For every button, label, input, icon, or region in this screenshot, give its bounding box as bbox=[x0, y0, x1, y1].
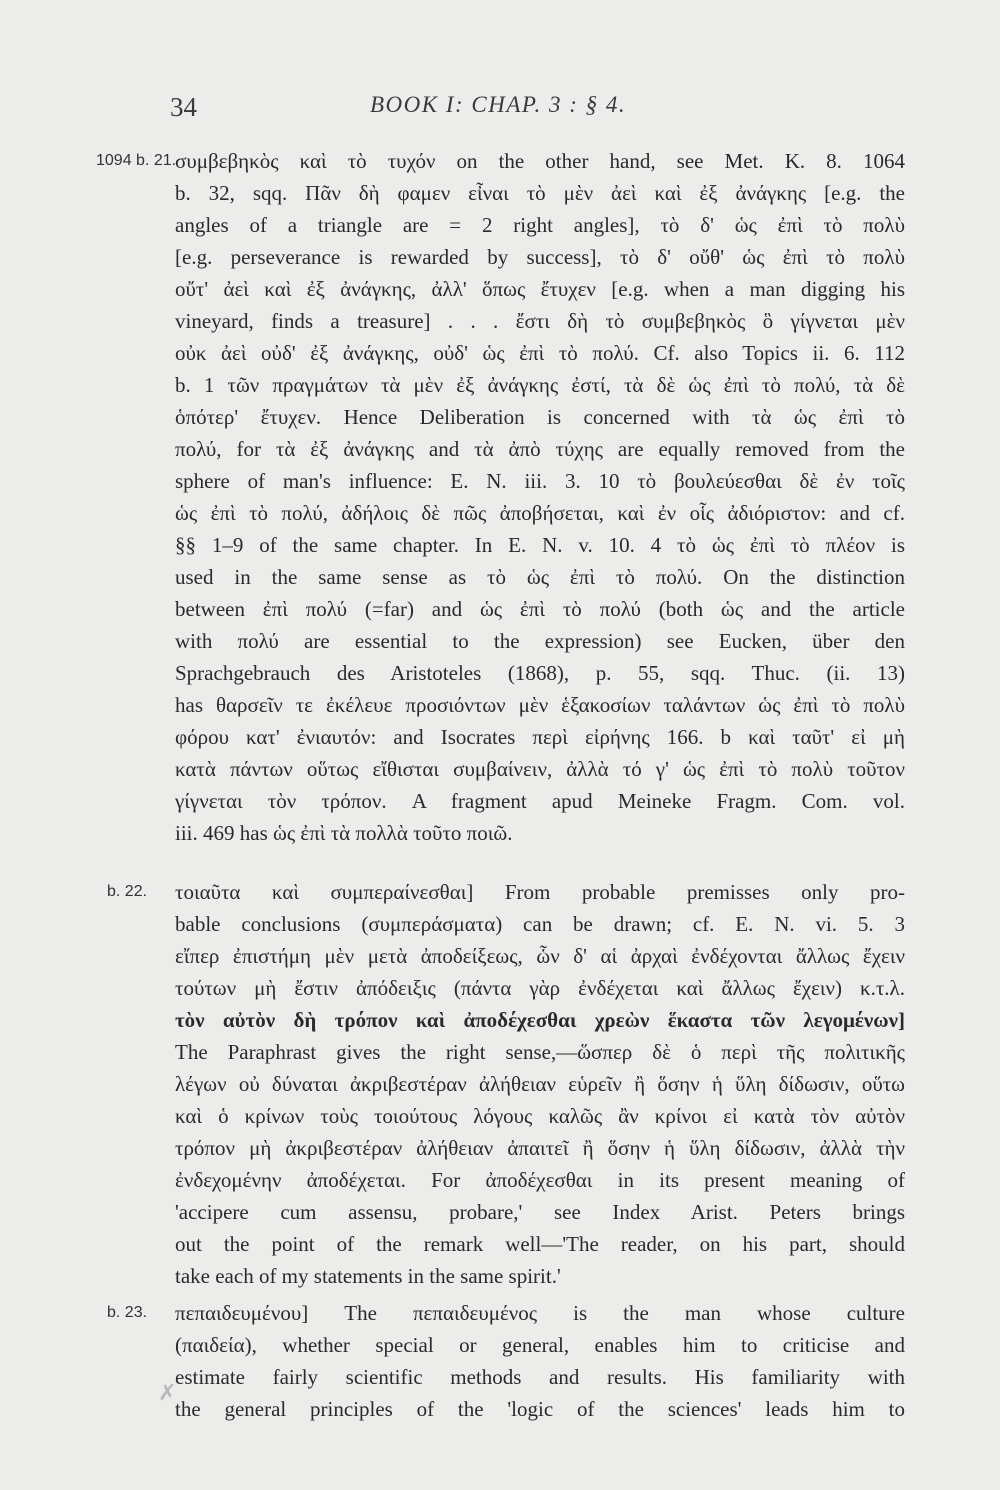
text-line: 'accipere cum assensu, probare,' see Index Arist. Peters brings bbox=[175, 1200, 905, 1224]
line-reference-1094b21: 1094 b. 21. bbox=[96, 152, 177, 169]
text-line: γίγνεται τὸν τρόπον. A fragment apud Meineke Fragm. Com. vol. bbox=[175, 789, 905, 813]
text-line: iii. 469 has ὡς ἐπὶ τὰ πολλὰ τοῦτο ποιῶ. bbox=[175, 821, 513, 845]
lemma-line: τὸν αὐτὸν δὴ τρόπον καὶ ἀποδέχεσθαι χρεὼν ἕκαστα τῶν λεγομένων] bbox=[175, 1008, 905, 1032]
lemma-line: τοιαῦτα καὶ συμπεραίνεσθαι] From probable premisses only pro- bbox=[175, 880, 905, 904]
text-line: λέγων οὐ δύναται ἀκριβεστέραν ἀλήθειαν εὑρεῖν ἢ ὅσην ἡ ὕλη δίδωσιν, οὕτω bbox=[175, 1072, 905, 1096]
text-line: b. 1 τῶν πραγμάτων τὰ μὲν ἐξ ἀνάγκης ἐστί, τὰ δὲ ὡς ἐπὶ τὸ πολύ, τὰ δὲ bbox=[175, 373, 905, 397]
text-line: ἐνδεχομένην ἀποδέχεται. For ἀποδέχεσθαι in its present meaning of bbox=[175, 1168, 905, 1192]
text-line: The Paraphrast gives the right sense,—ὥσπερ δὲ ὁ περὶ τῆς πολιτικῆς bbox=[175, 1040, 905, 1064]
text-line: ὡς ἐπὶ τὸ πολύ, ἀδήλοις δὲ πῶς ἀποβήσεται, καὶ ἐν οἷς ἀδιόριστον: and cf. bbox=[175, 501, 905, 525]
text-line: ὁπότερ' ἔτυχεν. Hence Deliberation is concerned with τὰ ὡς ἐπὶ τὸ bbox=[175, 405, 905, 429]
text-line: used in the same sense as τὸ ὡς ἐπὶ τὸ πολύ. On the distinction bbox=[175, 565, 905, 589]
line-reference-b23: b. 23. bbox=[107, 1304, 148, 1321]
text-line: b. 32, sqq. Πᾶν δὴ φαμεν εἶναι τὸ μὲν ἀεὶ καὶ ἐξ ἀνάγκης [e.g. the bbox=[175, 181, 905, 205]
text-line: sphere of man's influence: E. N. iii. 3. 10 τὸ βουλεύεσθαι δὲ ἐν τοῖς bbox=[175, 469, 905, 493]
text-line: has θαρσεῖν τε ἐκέλευε προσιόντων μὲν ἑξακοσίων ταλάντων ὡς ἐπὶ τὸ πολὺ bbox=[175, 693, 905, 717]
lemma-line: πεπαιδευμένου] The πεπαιδευμένος is the man whose culture bbox=[175, 1301, 905, 1325]
text-line: vineyard, finds a treasure] . . . ἔστι δὴ τὸ συμβεβηκὸς ὃ γίγνεται μὲν bbox=[175, 309, 905, 333]
text-line: οὐκ ἀεὶ οὐδ' ἐξ ἀνάγκης, οὐδ' ὡς ἐπὶ τὸ πολύ. Cf. also Topics ii. 6. 112 bbox=[175, 341, 905, 365]
page-number: 34 bbox=[170, 92, 197, 122]
pencil-mark-icon: ✗ bbox=[158, 1380, 177, 1405]
page-header bbox=[0, 92, 1000, 128]
text-line: πολύ, for τὰ ἐξ ἀνάγκης and τὰ ἀπὸ τύχης are equally removed from the bbox=[175, 437, 905, 461]
text-line: φόρου κατ' ἐνιαυτόν: and Isocrates περὶ εἰρήνης 166. b καὶ ταῦτ' εἰ μὴ bbox=[175, 725, 905, 749]
text-line: οὔτ' ἀεὶ καὶ ἐξ ἀνάγκης, ἀλλ' ὅπως ἔτυχεν [e.g. when a man digging his bbox=[175, 277, 905, 301]
text-line: τούτων μὴ ἔστιν ἀπόδειξις (πάντα γὰρ ἐνδέχεται καὶ ἄλλως ἔχειν) κ.τ.λ. bbox=[175, 976, 905, 1000]
line-reference-b22: b. 22. bbox=[107, 883, 148, 900]
text-line: [e.g. perseverance is rewarded by success], τὸ δ' οὔθ' ὡς ἐπὶ τὸ πολὺ bbox=[175, 245, 905, 269]
text-line: the general principles of the 'logic of the sciences' leads him to bbox=[175, 1397, 905, 1421]
text-line: with πολύ are essential to the expression) see Eucken, über den bbox=[175, 629, 905, 653]
text-line: κατὰ πάντων οὕτως εἴθισται συμβαίνειν, ἀλλὰ τό γ' ὡς ἐπὶ τὸ πολὺ τοῦτον bbox=[175, 757, 905, 781]
text-line: estimate fairly scientific methods and results. His familiarity with bbox=[175, 1365, 905, 1389]
text-line: between ἐπὶ πολύ (=far) and ὡς ἐπὶ τὸ πολύ (both ὡς and the article bbox=[175, 597, 905, 621]
text-line: §§ 1–9 of the same chapter. In E. N. v. 10. 4 τὸ ὡς ἐπὶ τὸ πλέον is bbox=[175, 533, 905, 557]
text-line: (παιδεία), whether special or general, enables him to criticise and bbox=[175, 1333, 905, 1357]
text-line: angles of a triangle are = 2 right angles], τὸ δ' ὡς ἐπὶ τὸ πολὺ bbox=[175, 213, 905, 237]
text-line: τρόπον μὴ ἀκριβεστέραν ἀλήθειαν ἀπαιτεῖ ἢ ὅσην ἡ ὕλη δίδωσιν, ἀλλὰ τὴν bbox=[175, 1136, 905, 1160]
text-line: εἴπερ ἐπιστήμη μὲν μετὰ ἀποδείξεως, ὧν δ' αἱ ἀρχαὶ ἐνδέχονται ἄλλως ἔχειν bbox=[175, 944, 905, 968]
text-line: συμβεβηκὸς καὶ τὸ τυχόν on the other hand, see Met. K. 8. 1064 bbox=[175, 149, 905, 173]
running-head: BOOK I: CHAP. 3 : § 4. bbox=[370, 92, 627, 117]
text-line: out the point of the remark well—'The reader, on his part, should bbox=[175, 1232, 905, 1256]
text-line: take each of my statements in the same spirit.' bbox=[175, 1264, 561, 1288]
text-line: καὶ ὁ κρίνων τοὺς τοιούτους λόγους καλῶς ἂν κρίνοι εἰ κατὰ τὸν αὐτὸν bbox=[175, 1104, 905, 1128]
text-line: bable conclusions (συμπεράσματα) can be drawn; cf. E. N. vi. 5. 3 bbox=[175, 912, 905, 936]
text-line: Sprachgebrauch des Aristoteles (1868), p. 55, sqq. Thuc. (ii. 13) bbox=[175, 661, 905, 685]
